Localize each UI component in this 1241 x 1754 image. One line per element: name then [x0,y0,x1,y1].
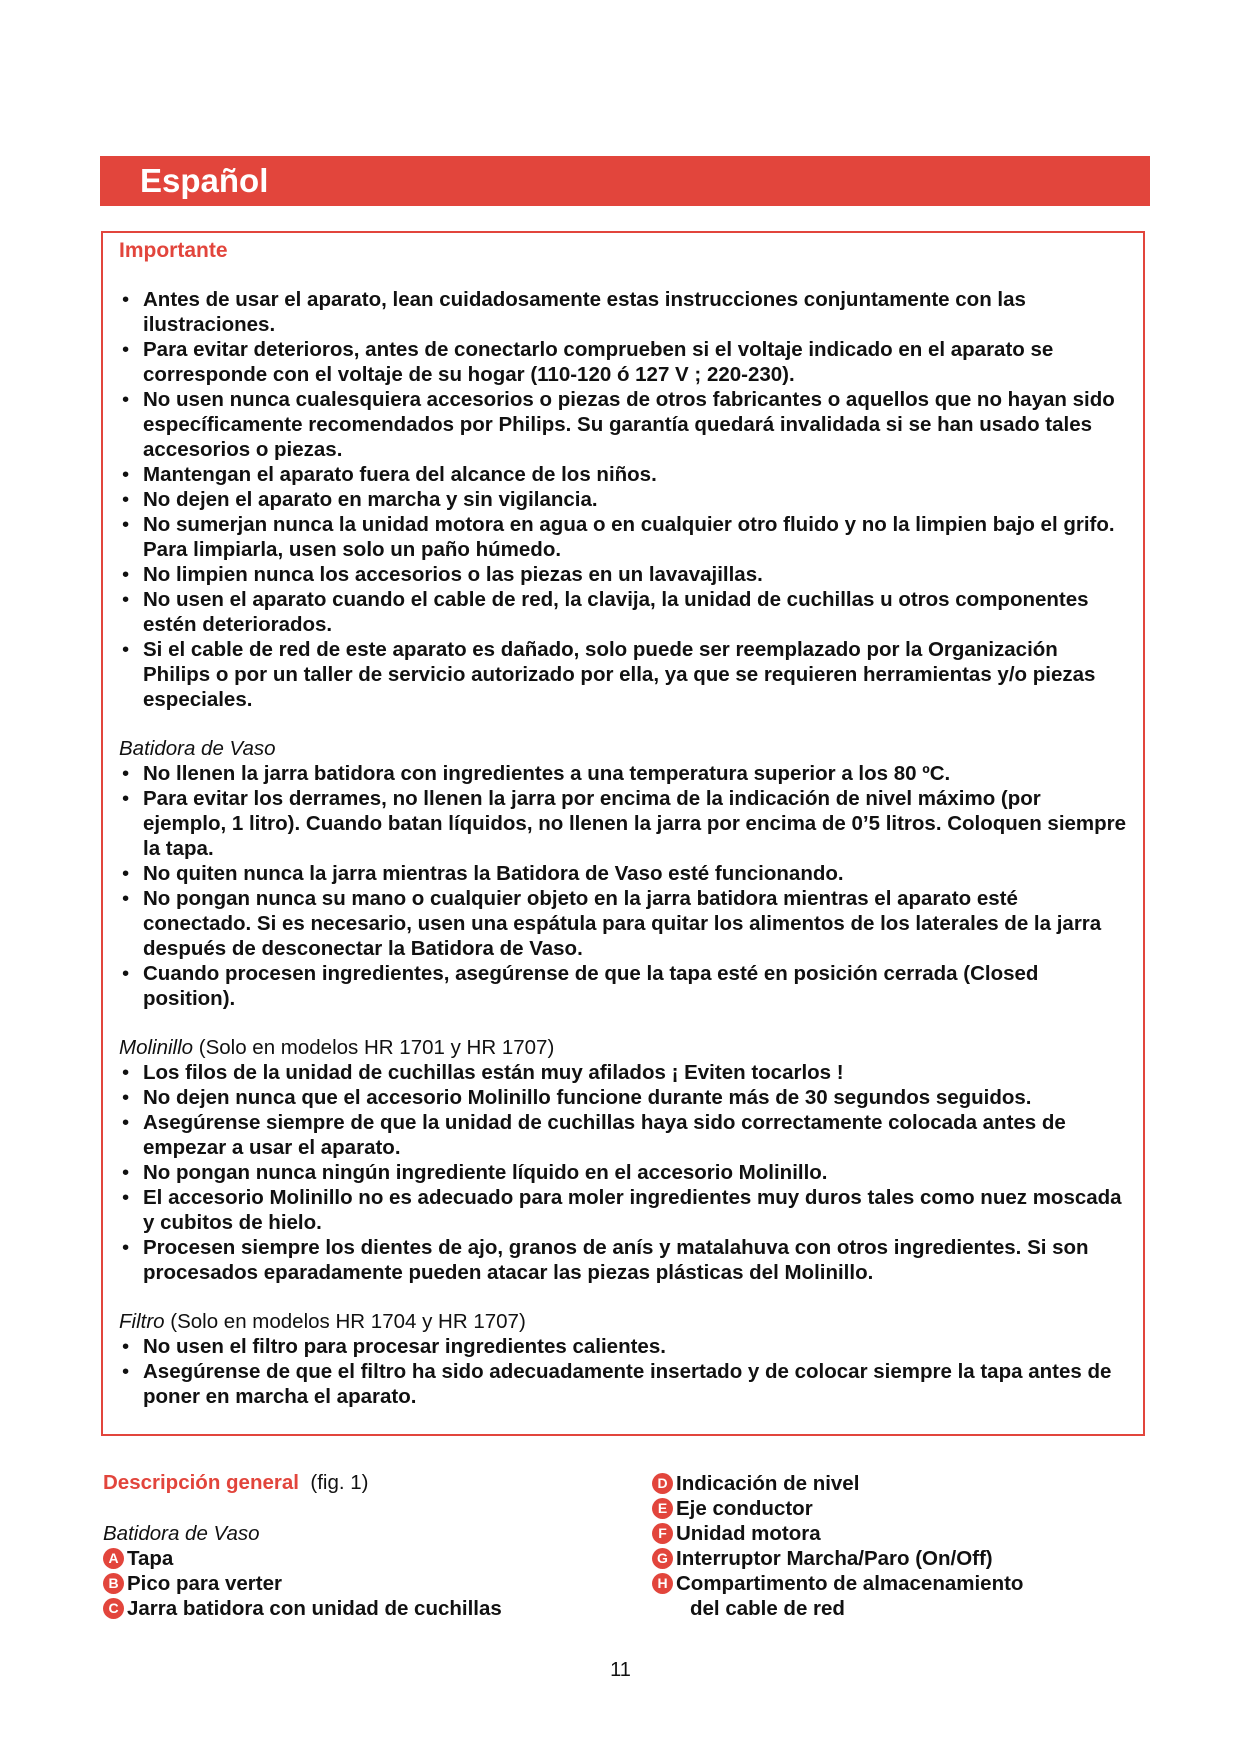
description-fig: (fig. 1) [310,1471,369,1494]
list-item: • No llenen la jarra batidora con ingredientes a una temperatura superior a los 80 ºC. [119,761,1129,786]
list-item: • Antes de usar el aparato, lean cuidadosamente estas instrucciones conjuntamente con las ilustraciones. [119,287,1129,337]
list-item: • Mantengan el aparato fuera del alcance de los niños. [119,462,1129,487]
description-heading [103,1470,368,1496]
part-item: A Tapa [103,1546,623,1571]
list-item: • El accesorio Molinillo no es adecuado para moler ingredientes muy duros tales como nuez moscada y cubitos de hielo. [119,1185,1129,1235]
letter-a-badge: A [103,1548,124,1569]
list-item: • Procesen siempre los dientes de ajo, granos de anís y matalahuva con otros ingredientes. Si son procesados eparadamente pueden atacar las piezas plásticas del Molinillo. [119,1235,1129,1285]
molinillo-list [119,1060,1129,1285]
letter-g-badge: G [652,1548,673,1569]
section-title: Español [140,162,269,199]
part-item: G Interruptor Marcha/Paro (On/Off) [652,1546,1152,1571]
filtro-list [119,1334,1129,1409]
list-item: • Asegúrense siempre de que la unidad de cuchillas haya sido correctamente colocada antes de empezar a usar el aparato. [119,1110,1129,1160]
important-box [101,231,1145,1436]
list-item: • No pongan nunca ningún ingrediente líquido en el accesorio Molinillo. [119,1160,1129,1185]
list-item: • Cuando procesen ingredientes, asegúrense de que la tapa esté en posición cerrada (Closed position). [119,961,1129,1011]
letter-h-badge: H [652,1573,673,1594]
letter-b-badge: B [103,1573,124,1594]
part-item-continuation: del cable de red [690,1597,845,1620]
list-item: • Asegúrense de que el filtro ha sido adecuadamente insertado y de colocar siempre la tapa antes de poner en marcha el aparato. [119,1359,1129,1409]
important-title: Importante [119,239,228,262]
page-number: 11 [610,1659,631,1681]
list-item: • No dejen nunca que el accesorio Molinillo funcione durante más de 30 segundos seguidos. [119,1085,1129,1110]
list-item: • No dejen el aparato en marcha y sin vigilancia. [119,487,1129,512]
list-item: • No pongan nunca su mano o cualquier objeto en la jarra batidora mientras el aparato esté conectado. Si es necesario, usen una espátula para quitar los alimentos de los laterales de la jarra después de desconectar la Batidora de Vaso. [119,886,1129,961]
part-item: C Jarra batidora con unidad de cuchillas [103,1596,623,1621]
list-item: • Los filos de la unidad de cuchillas están muy afilados ¡ Eviten tocarlos ! [119,1060,1129,1085]
list-item: • No usen el aparato cuando el cable de red, la clavija, la unidad de cuchillas u otros componentes estén deteriorados. [119,587,1129,637]
list-item: • No usen el filtro para procesar ingredientes calientes. [119,1334,1129,1359]
molinillo-heading: Molinillo (Solo en modelos HR 1701 y HR 1707) [119,1036,555,1059]
list-item: • No limpien nunca los accesorios o las piezas en un lavavajillas. [119,562,1129,587]
section-banner [100,156,1150,206]
list-item: • Si el cable de red de este aparato es dañado, solo puede ser reemplazado por la Organización Philips o por un taller de servicio autorizado por ella, ya que se requieren herramientas y/o piezas especiales. [119,637,1129,712]
part-item: B Pico para verter [103,1571,623,1596]
description-title: Descripción general [103,1471,299,1494]
batidora-list [119,761,1129,1011]
part-item: F Unidad motora [652,1521,1152,1546]
parts-list-right [652,1471,1152,1621]
list-item: • No quiten nunca la jarra mientras la Batidora de Vaso esté funcionando. [119,861,1129,886]
important-content [119,287,1129,1409]
list-item: • No usen nunca cualesquiera accesorios o piezas de otros fabricantes o aquellos que no hayan sido específicamente recomendados por Philips. Su garantía quedará invalidada si se han usado tales accesorios o piezas. [119,387,1129,462]
description-subtitle: Batidora de Vaso [103,1522,260,1545]
list-item: • Para evitar los derrames, no llenen la jarra por encima de la indicación de nivel máximo (por ejemplo, 1 litro). Cuando batan líquidos, no llenen la jarra por encima de 0’5 litros. Coloquen siempre la tapa. [119,786,1129,861]
batidora-heading: Batidora de Vaso [119,737,276,760]
letter-e-badge: E [652,1498,673,1519]
filtro-heading: Filtro (Solo en modelos HR 1704 y HR 1707) [119,1310,526,1333]
letter-c-badge: C [103,1598,124,1619]
list-item: • No sumerjan nunca la unidad motora en agua o en cualquier otro fluido y no la limpien bajo el grifo. Para limpiarla, usen solo un paño húmedo. [119,512,1129,562]
list-item: • Para evitar deterioros, antes de conectarlo comprueben si el voltaje indicado en el aparato se corresponde con el voltaje de su hogar (110-120 ó 127 V ; 220-230). [119,337,1129,387]
letter-d-badge: D [652,1473,673,1494]
important-list [119,287,1129,712]
parts-list-left [103,1546,623,1621]
part-item: D Indicación de nivel [652,1471,1152,1496]
letter-f-badge: F [652,1523,673,1544]
part-item: E Eje conductor [652,1496,1152,1521]
part-item: H Compartimento de almacenamiento del cable de red [652,1571,1152,1621]
